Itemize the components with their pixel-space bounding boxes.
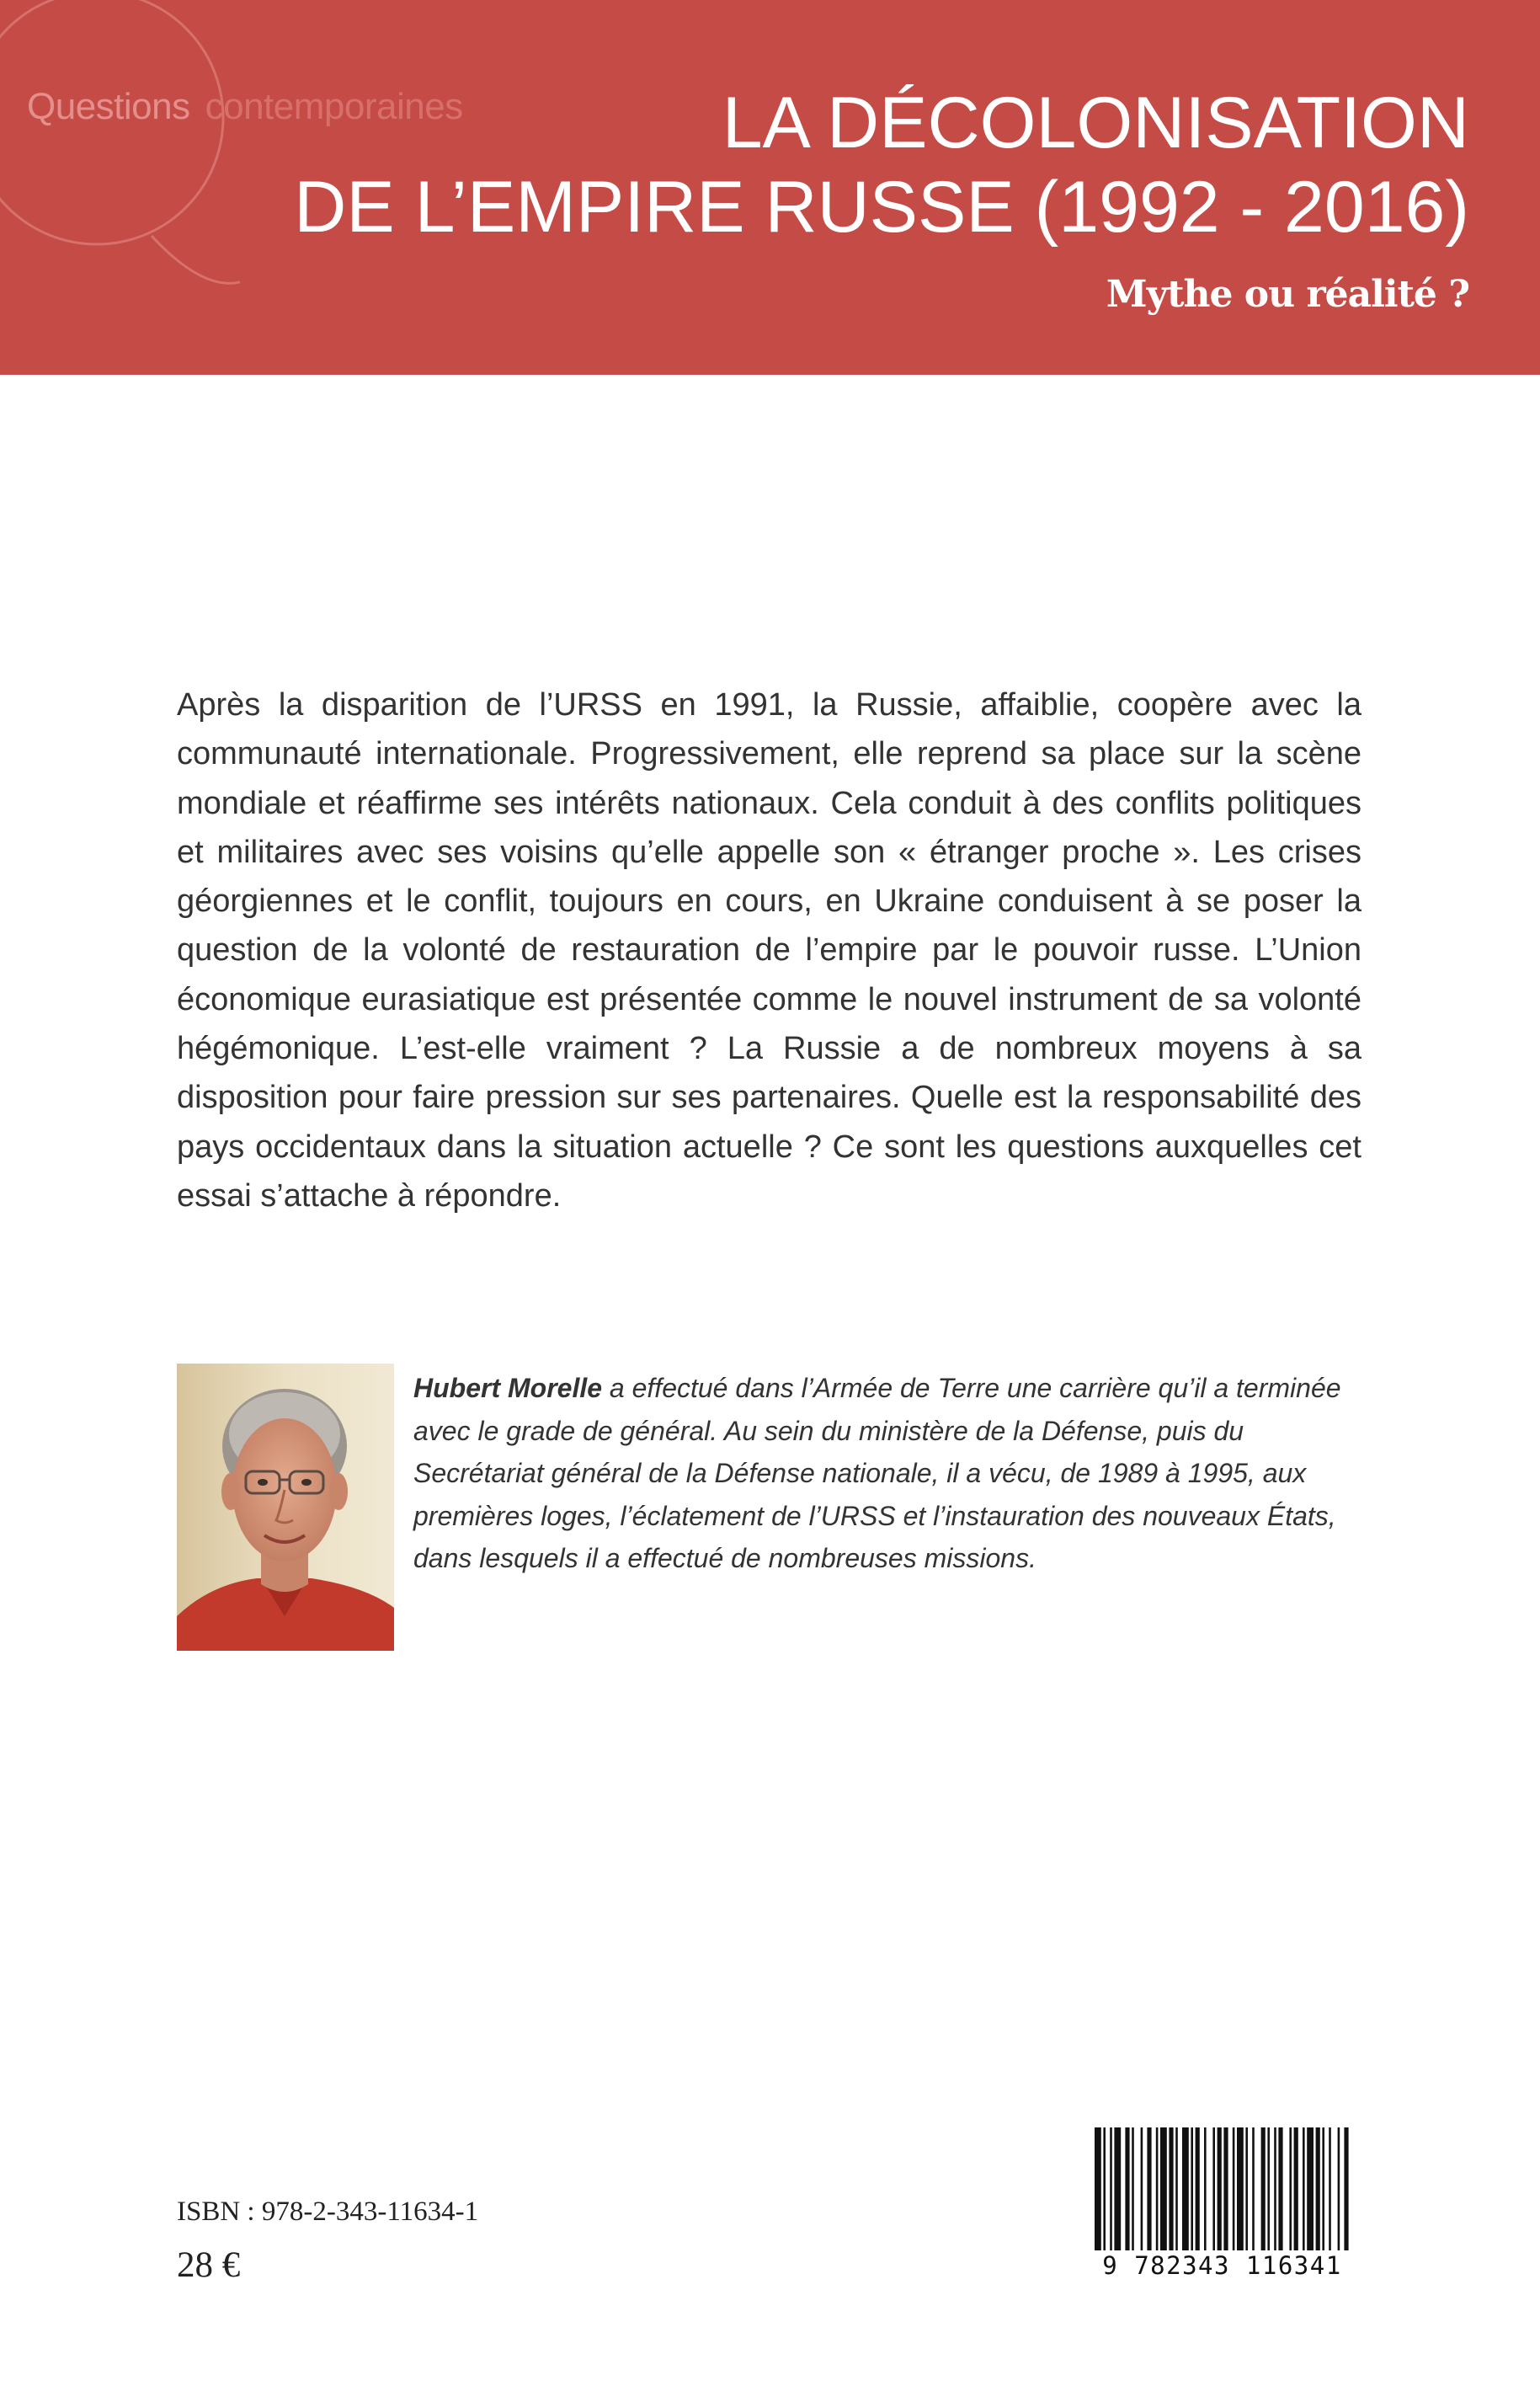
book-summary: Après la disparition de l’URSS en 1991, la Russie, affaiblie, coopère avec la communauté internationale. Progressivement, elle reprend sa place sur la scène mondiale et réaffirme ses intérêts nationaux. Cela conduit à des conflits politiques et militaires avec ses voisins qu’elle appelle son « étranger proche ». Les crises géorgiennes et le conflit, toujours en cours, en Ukraine conduisent à se poser la question de la volonté de restauration de l’empire par le pouvoir russe. L’Union économique eurasiatique est présentée comme le nouvel instrument de sa volonté hégémonique. L’est-elle vraiment ? La Russie a de nombreux moyens à sa disposition pour faire pression sur ses partenaires. Quelle est la responsabilité des pays occidentaux dans la situation actuelle ? Ce sont les questions auxquelles cet essai s’attache à répondre.: [177, 687, 1361, 1214]
series-word-1: Questions: [27, 86, 190, 127]
isbn: ISBN : 978-2-343-11634-1: [177, 2197, 479, 2227]
price: 28 €: [177, 2245, 241, 2285]
series-word-2: contemporaines: [205, 86, 463, 127]
author-photo: [177, 1364, 394, 1651]
author-bio: [413, 1367, 1361, 1580]
book-title: [290, 81, 1469, 249]
q-logo-icon: [0, 0, 253, 291]
title-line-2: DE L’EMPIRE RUSSE (1992 - 2016): [294, 167, 1469, 248]
barcode-bars-icon: [1083, 2124, 1361, 2250]
author-bio-text: a effectué dans l’Armée de Terre une carrière qu’il a terminée avec le grade de général. Au sein du ministère de la Défense, puis du Secrétariat général de la Défense nationale, il a vécu, de 1989 à 1995, aux premières loges, l’éclatement de l’URSS et l’instauration des nouveaux États, dans lesquels il a effectué de nombreuses missions.: [413, 1373, 1341, 1573]
barcode: [1083, 2124, 1361, 2282]
book-subtitle: Mythe ou réalité ?: [1106, 273, 1469, 316]
author-name: Hubert Morelle: [413, 1373, 603, 1403]
barcode-digits: 9 782343 116341: [1083, 2250, 1361, 2281]
header-banner: [0, 0, 1540, 375]
title-line-1: LA DÉCOLONISATION: [722, 83, 1469, 163]
